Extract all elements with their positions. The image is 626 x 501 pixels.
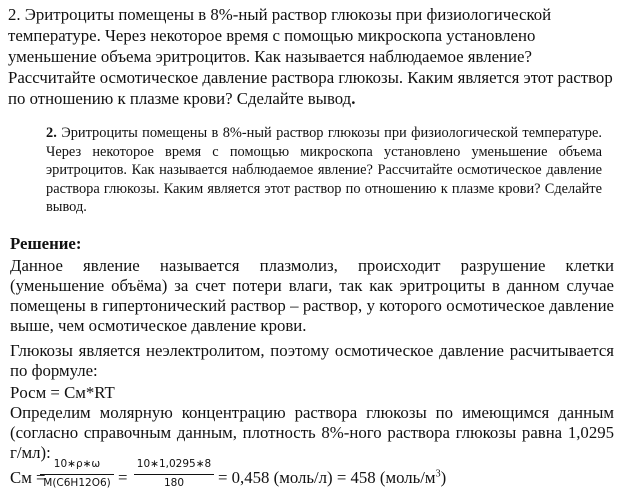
formula-lhs: Cм = (10, 468, 46, 487)
fraction-numeric-bar (134, 474, 214, 475)
formula-result (218, 468, 446, 488)
task-top (8, 4, 618, 109)
task-repeat (46, 124, 602, 217)
fraction-numeric-denominator: 180 (163, 477, 185, 489)
formula-result-close: ) (440, 468, 447, 487)
task-repeat-number: 2. (46, 125, 57, 141)
formula-result-text: = 0,458 (моль/л) = 458 (моль/м (218, 468, 436, 487)
fraction-numeric (134, 458, 214, 490)
fraction-general-denominator: M(C6H12O6) (43, 477, 111, 489)
solution-paragraph-2: Глюкозы является неэлектролитом, поэтому осмотическое давление расчитывается по формуле: (10, 341, 614, 380)
task-top-text: Эритроциты помещены в 8%-ный раствор глюкозы при физиологической температуре. Через некоторое время с помощью микроскопа установлено уменьшение объема эритроцитов. Как называется наблюдаемое явление? Рассчитайте осмотическое давление раствора глюкозы. Каким является этот раствор по отношению к плазме крови? Сделайте вывод (8, 5, 613, 108)
fraction-numeric-numerator: 10∗1,0295∗8 (136, 458, 212, 470)
fraction-general-bar (40, 474, 114, 475)
task-repeat-text: Эритроциты помещены в 8%-ный раствор глюкозы при физиологической температуре. Через некоторое время с помощью микроскопа установлено уменьшение объема эритроцитов. Как называется наблюдаемое явление? Рассчитайте осмотическое давление раствора глюкозы. Каким является этот раствор по отношению к плазме крови? Сделайте вывод. (46, 125, 602, 216)
fraction-general-numerator: 10∗ρ∗ω (53, 458, 101, 470)
formula-equals: = (118, 468, 128, 487)
molar-concentration-formula (10, 458, 614, 498)
task-top-number: 2. (8, 5, 21, 24)
fraction-general (40, 458, 114, 490)
osmotic-pressure-formula: Pосм = Cм*RT (10, 383, 115, 402)
solution-paragraph-4: Определим молярную концентрацию раствора глюкозы по имеющимся данным (согласно справочным данным, плотность 8%-ного раствора глюкозы равна 1,0295 г/мл): (10, 403, 614, 462)
formula-result-exponent: 3 (435, 468, 441, 480)
solution-heading: Решение: (10, 234, 82, 253)
solution-paragraph-1: Данное явление называется плазмолиз, происходит разрушение клетки (уменьшение объёма) за счет потери влаги, так как эритроциты в данном случае помещены в гипертонический раствор – раствор, у которого осмотическое давление выше, чем осмотическое давление крови. (10, 256, 614, 335)
task-top-end-dot: . (351, 89, 356, 108)
